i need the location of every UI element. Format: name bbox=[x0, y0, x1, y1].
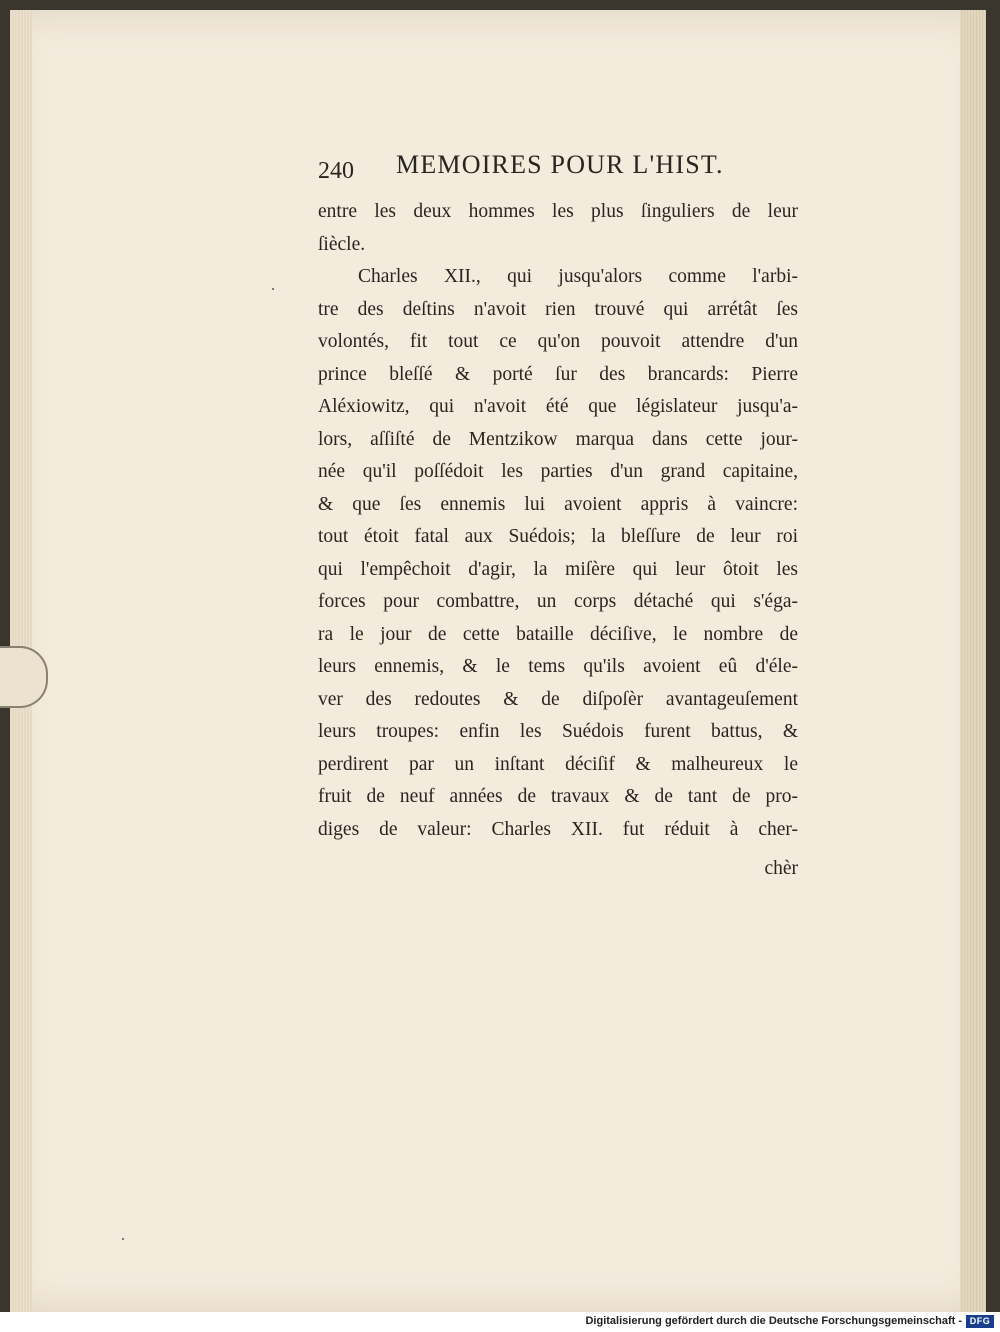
text-line: tre des deſtins n'avoit rien trouvé qui arrétât ſes bbox=[318, 298, 798, 320]
text-line: & que ſes ennemis lui avoient appris à vaincre: bbox=[318, 493, 798, 515]
text-line: ra le jour de cette bataille déciſive, le nombre de bbox=[318, 623, 798, 645]
page-edges-right bbox=[960, 10, 986, 1312]
text-line: leurs troupes: enfin les Suédois furent battus, & bbox=[318, 721, 798, 742]
dfg-logo-icon: DFG bbox=[966, 1315, 994, 1328]
text-line: leurs ennemis, & le tems qu'ils avoient eû d'éle- bbox=[318, 656, 798, 677]
running-title: MEMOIRES POUR L'HIST. bbox=[396, 150, 724, 179]
text-line: fruit de neuf années de travaux & de tant de pro- bbox=[318, 786, 798, 807]
text-line: Charles XII., qui jusqu'alors comme l'arbi- bbox=[358, 266, 798, 287]
catchword-row bbox=[318, 858, 798, 888]
text-line: ſiècle. bbox=[318, 233, 366, 255]
text-line: entre les deux hommes les plus ſinguliers de leur bbox=[318, 201, 798, 222]
text-line: forces pour combattre, un corps détaché qui s'éga- bbox=[318, 591, 798, 612]
page-header bbox=[318, 148, 798, 188]
text-line: volontés, fit tout ce qu'on pouvoit attendre d'un bbox=[318, 331, 798, 352]
catchword: chèr bbox=[764, 858, 798, 879]
text-line: née qu'il poſſédoit les parties d'un grand capitaine, bbox=[318, 461, 798, 482]
funding-credit: Digitalisierung gefördert durch die Deutsche Forschungsgemeinschaft - bbox=[585, 1315, 962, 1327]
text-line: perdirent par un inſtant déciſif & malheureux le bbox=[318, 753, 798, 775]
text-line: ver des redoutes & de diſpoſèr avantageuſement bbox=[318, 688, 798, 710]
text-line: tout étoit fatal aux Suédois; la bleſſure de leur roi bbox=[318, 526, 798, 547]
page-number: 240 bbox=[318, 158, 354, 184]
text-line: qui l'empêchoit d'agir, la miſère qui leur ôtoit les bbox=[318, 558, 798, 580]
page-clip bbox=[0, 646, 48, 708]
paper-speck bbox=[122, 1238, 124, 1240]
paper-speck bbox=[272, 288, 274, 290]
digitization-footer bbox=[0, 1312, 1000, 1332]
text-line: prince bleſſé & porté ſur des brancards: Pierre bbox=[318, 363, 798, 385]
text-line: Aléxiowitz, qui n'avoit été que législateur jusqu'a- bbox=[318, 396, 798, 417]
body-text bbox=[318, 196, 798, 846]
text-line: lors, aſſiſté de Mentzikow marqua dans cette jour- bbox=[318, 428, 798, 450]
text-line: diges de valeur: Charles XII. fut réduit à cher- bbox=[318, 818, 798, 840]
